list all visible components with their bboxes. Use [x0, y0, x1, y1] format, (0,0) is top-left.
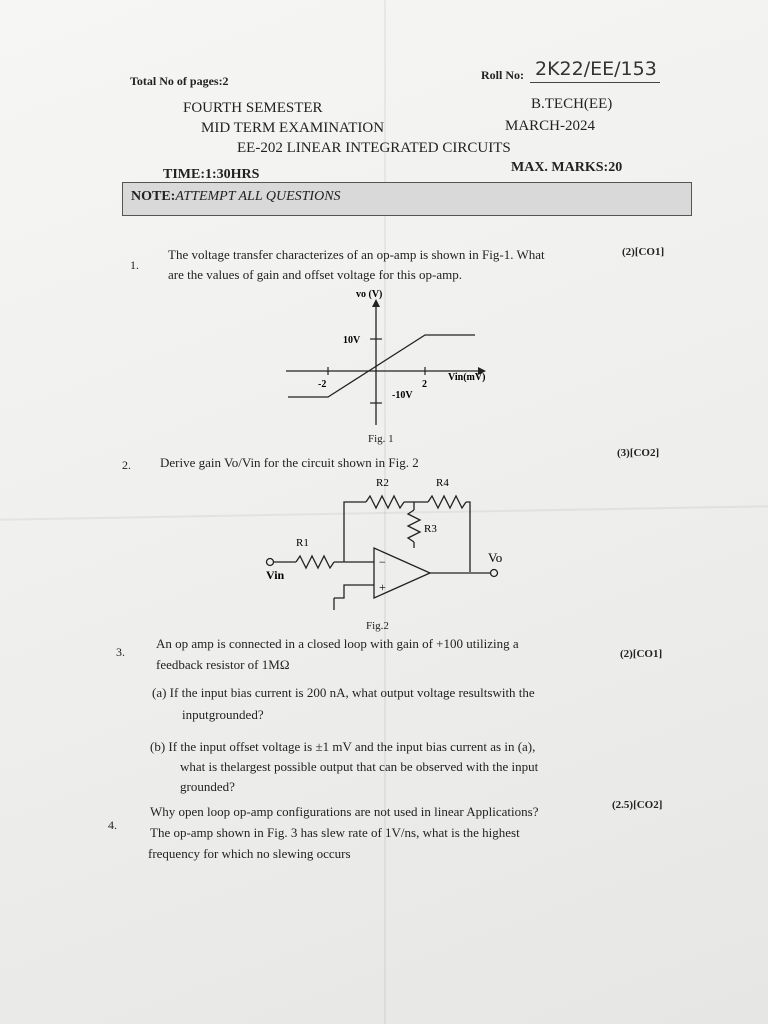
roll-label: Roll No:: [481, 68, 524, 82]
question-3b-line-2: what is thelargest possible output that can be observed with the input: [180, 759, 539, 774]
question-3b-line-1: (b) If the input offset voltage is ±1 mV and the input bias current as in (a),: [150, 739, 536, 754]
fig2-wire-noninv: [334, 585, 374, 598]
fig2-label-r2: R2: [376, 477, 389, 489]
question-1-line-2: are the values of gain and offset voltage for this op-amp.: [168, 267, 462, 282]
fig2-wire-left-vertical: [344, 502, 366, 562]
fig1-label-neg2: -2: [318, 379, 327, 390]
fig2-r4-resistor: [428, 496, 466, 508]
exam-title: MID TERM EXAMINATION: [201, 120, 385, 136]
max-marks: MAX. MARKS:20: [511, 160, 623, 175]
note-label: NOTE:: [131, 189, 176, 204]
fig1-y-axis-label: vo (V): [356, 289, 383, 300]
note: [131, 189, 341, 205]
question-3a-line-1: (a) If the input bias current is 200 nA, what output voltage resultswith the: [152, 685, 535, 700]
fig2-label-r3: R3: [424, 523, 437, 535]
question-3-line-2: feedback resistor of 1MΩ: [156, 657, 290, 672]
note-text: ATTEMPT ALL QUESTIONS: [175, 189, 341, 204]
question-4-marks: (2.5)[CO2]: [612, 799, 663, 811]
fig2-label-r1: R1: [296, 537, 309, 549]
fig1-label-neg10v: -10V: [392, 390, 413, 401]
fig1-label-10v: 10V: [343, 335, 361, 346]
fig1-characteristic-curve: [288, 335, 475, 397]
exam-date: MARCH-2024: [505, 118, 596, 134]
question-2-number: 2.: [122, 458, 131, 472]
question-1-line-1: The voltage transfer characterizes of an op-amp is shown in Fig-1. What: [168, 247, 545, 262]
question-4-line-1: Why open loop op-amp configurations are not used in linear Applications?: [150, 804, 539, 819]
question-4-line-3: frequency for which no slewing occurs: [148, 846, 351, 861]
roll-underline: [530, 82, 660, 83]
fig2-label-plus: +: [379, 580, 386, 594]
fig2-label-minus: −: [379, 555, 386, 569]
programme: B.TECH(EE): [531, 96, 613, 112]
question-4-number: 4.: [108, 818, 117, 832]
note-box: [122, 182, 692, 216]
question-1-marks: (2)[CO1]: [622, 246, 665, 258]
question-3b-line-3: grounded?: [180, 779, 235, 794]
question-2-line-1: Derive gain Vo/Vin for the circuit shown in Fig. 2: [160, 455, 419, 470]
question-1-number: 1.: [130, 258, 139, 272]
fig2-r2-resistor: [366, 496, 404, 508]
question-4-line-2: The op-amp shown in Fig. 3 has slew rate of 1V/ns, what is the highest: [150, 825, 520, 840]
fig2-wire-right-vertical: [466, 502, 470, 572]
course-title: EE-202 LINEAR INTEGRATED CIRCUITS: [237, 140, 511, 156]
semester: FOURTH SEMESTER: [183, 100, 323, 116]
figure-1-transfer-characteristic: [280, 285, 510, 450]
roll-number: 2K22/EE/153: [535, 58, 657, 80]
fig2-r1-resistor: [296, 556, 334, 568]
total-pages: Total No of pages:2: [130, 74, 229, 88]
figure-2-opamp-circuit: [258, 470, 518, 620]
question-3-line-1: An op amp is connected in a closed loop with gain of +100 utilizing a: [156, 636, 519, 651]
figure-2-caption: Fig.2: [366, 620, 389, 632]
fig1-label-pos2: 2: [422, 379, 427, 390]
exam-time: TIME:1:30HRS: [163, 167, 260, 182]
fig1-y-arrow: [372, 299, 380, 307]
question-3a-line-2: inputgrounded?: [182, 707, 264, 722]
fig1-x-axis-label: Vin(mV): [448, 372, 486, 383]
fig2-label-r4: R4: [436, 477, 449, 489]
question-3-number: 3.: [116, 645, 125, 659]
figure-1-caption: Fig. 1: [368, 433, 394, 445]
question-3-marks: (2)[CO1]: [620, 648, 663, 660]
fig2-r3-resistor: [408, 510, 420, 542]
question-2-marks: (3)[CO2]: [617, 447, 660, 459]
fig2-label-vo: Vo: [488, 550, 503, 565]
fig2-label-vin: Vin: [266, 568, 285, 582]
fig2-vo-terminal: [491, 570, 498, 577]
fig2-vin-terminal: [267, 559, 274, 566]
